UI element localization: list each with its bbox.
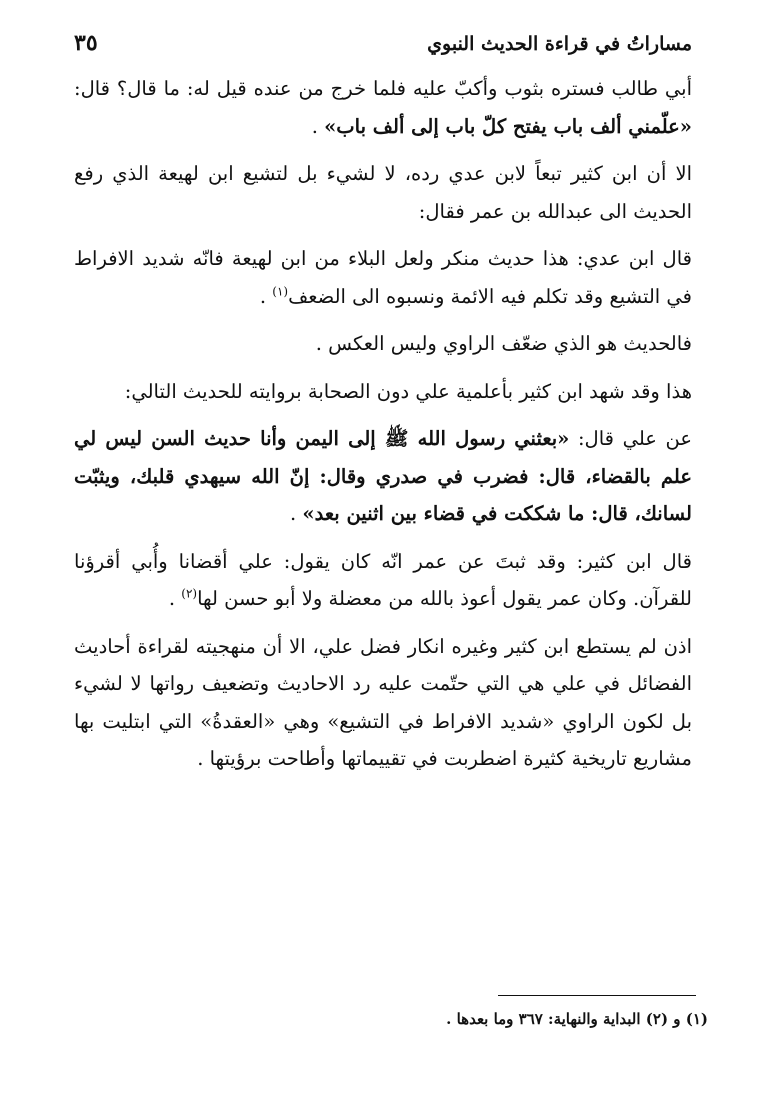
body-text [74, 70, 692, 778]
paragraph-text: قال ابن كثير: وقد ثبتَ عن عمر انّه كان يقول: علي أقضانا وأُبي أقرؤنا للقرآن. وكان عمر يقول أعوذ بالله من معضلة ولا أبو حسن لها [74, 549, 692, 610]
paragraph-text: اذن لم يستطع ابن كثير وغيره انكار فضل علي، الا أن منهجيته لقراءة أحاديث الفضائل في علي هي التي حتّمت عليه رد الاحاديث وتضعيف رواتها لا لشيء بل لكون الراوي «شديد الافراط في التشيع» وهي «العقدةُ» التي ابتليت بها مشاريع تاريخية كثيرة اضطربت في تقييماتها وأطاحت برؤيتها . [74, 634, 692, 770]
footnote-reference: (٢) [181, 586, 198, 601]
quoted-hadith: «بعثني رسول الله ﷺ إلى اليمن وأنا حديث السن ليس لي علم بالقضاء، قال: فضرب في صدري وقال: إنّ الله سيهدي قلبك، ويثبّت لسانك، قال: ما شككت في قضاء بين اثنين بعد» [74, 427, 692, 525]
paragraph [74, 70, 692, 145]
paragraph [74, 628, 692, 778]
paragraph-text: . [259, 284, 273, 308]
paragraph-text: . [168, 587, 182, 610]
paragraph [74, 325, 692, 363]
paragraph-text: الا أن ابن كثير تبعاً لابن عدي رده، لا لشيء بل لتشيع ابن لهيعة الذي رفع الحديث الى عبدالله بن عمر فقال: [74, 162, 692, 223]
paragraph [74, 373, 692, 411]
footnote-divider [498, 995, 696, 996]
running-head [74, 30, 692, 70]
footnote: (١) و (٢) البداية والنهاية: ٣٦٧ وما بعدها . [446, 1010, 708, 1028]
paragraph [74, 543, 692, 618]
quoted-hadith: «علّمني ألف باب يفتح كلّ باب إلى ألف باب» [324, 114, 692, 138]
page-number: ٣٥ [74, 30, 98, 56]
paragraph-text: أبي طالب فستره بثوب وأكبّ عليه فلما خرج من عنده قيل له: ما قال؟ قال: [74, 77, 692, 100]
paragraph [74, 420, 692, 533]
paragraph-text: قال ابن عدي: هذا حديث منكر ولعل البلاء من ابن لهيعة فانّه شديد الافراط في التشيع وقد تكلم فيه الائمة ونسبوه الى الضعف [74, 247, 692, 308]
paragraph-text: . [290, 502, 303, 525]
paragraph-text: عن علي قال: [569, 427, 693, 450]
paragraph-text: . [311, 114, 325, 138]
paragraph [74, 240, 692, 315]
footnote-reference: (١) [272, 284, 289, 298]
running-title: مساراتُ في قراءة الحديث النبوي [427, 33, 692, 55]
paragraph [74, 155, 692, 230]
paragraph-text: فالحديث هو الذي ضعّف الراوي وليس العكس . [315, 332, 692, 355]
paragraph-text: هذا وقد شهد ابن كثير بأعلمية علي دون الصحابة بروايته للحديث التالي: [124, 379, 692, 403]
